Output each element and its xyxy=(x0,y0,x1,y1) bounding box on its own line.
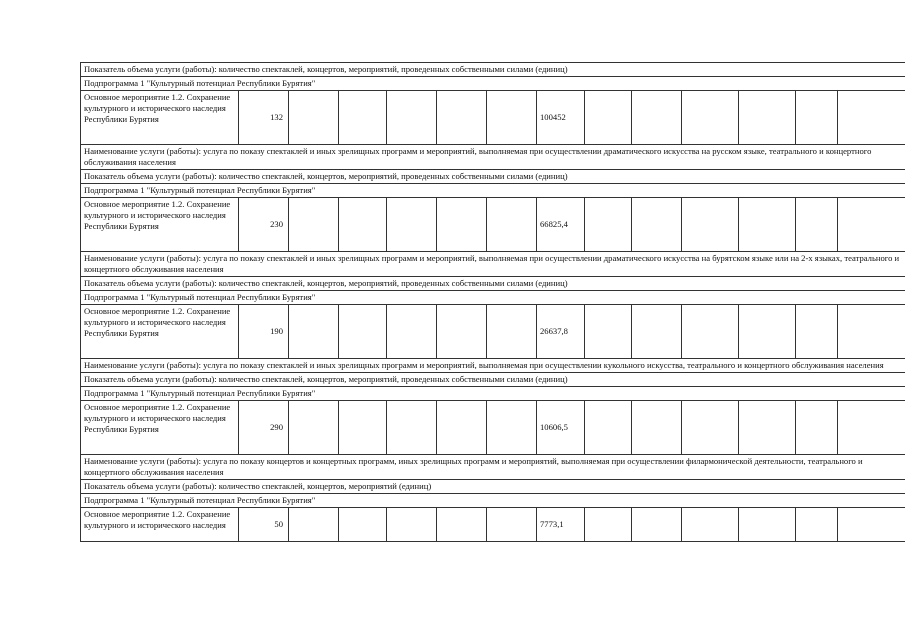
subprogram-title-row xyxy=(81,77,905,91)
service-name-row xyxy=(81,145,905,170)
indicator-value: 290 xyxy=(239,401,289,455)
empty-cell xyxy=(796,91,838,145)
empty-cell xyxy=(585,91,632,145)
subprogram-title: Подпрограмма 1 "Культурный потенциал Республики Бурятия" xyxy=(81,494,905,508)
empty-cell xyxy=(632,305,682,359)
empty-cell xyxy=(289,198,339,252)
volume-indicator-row xyxy=(81,373,905,387)
empty-cell xyxy=(437,401,487,455)
empty-cell xyxy=(387,401,437,455)
empty-cell xyxy=(796,305,838,359)
volume-indicator: Показатель объема услуги (работы): количество спектаклей, концертов, мероприятий, проведенных собственными силами (единиц) xyxy=(81,373,905,387)
empty-cell xyxy=(838,508,905,542)
service-name-row xyxy=(81,455,905,480)
empty-cell xyxy=(339,91,387,145)
indicator-value: 190 xyxy=(239,305,289,359)
empty-cell xyxy=(585,508,632,542)
services-table xyxy=(80,62,905,542)
cost-value: 10606,5 xyxy=(537,401,585,455)
empty-cell xyxy=(387,198,437,252)
empty-cell xyxy=(796,198,838,252)
table-row xyxy=(81,508,905,542)
table-body xyxy=(81,63,905,542)
empty-cell xyxy=(487,508,537,542)
subprogram-title: Подпрограмма 1 "Культурный потенциал Республики Бурятия" xyxy=(81,184,905,198)
empty-cell xyxy=(289,91,339,145)
volume-indicator: Показатель объема услуги (работы): количество спектаклей, концертов, мероприятий, проведенных собственными силами (единиц) xyxy=(81,170,905,184)
volume-indicator-row xyxy=(81,170,905,184)
empty-cell xyxy=(289,305,339,359)
empty-cell xyxy=(632,91,682,145)
table-row xyxy=(81,305,905,359)
table-row xyxy=(81,198,905,252)
empty-cell xyxy=(838,305,905,359)
empty-cell xyxy=(437,91,487,145)
empty-cell xyxy=(739,198,796,252)
empty-cell xyxy=(339,508,387,542)
service-name-row xyxy=(81,252,905,277)
empty-cell xyxy=(387,91,437,145)
cost-value: 66825,4 xyxy=(537,198,585,252)
activity-name: Основное мероприятие 1.2. Сохранение культурного и исторического наследия Республики Бурятия xyxy=(81,91,239,145)
empty-cell xyxy=(585,401,632,455)
empty-cell xyxy=(632,508,682,542)
table-row xyxy=(81,401,905,455)
empty-cell xyxy=(487,198,537,252)
activity-name: Основное мероприятие 1.2. Сохранение культурного и исторического наследия xyxy=(81,508,239,542)
empty-cell xyxy=(487,305,537,359)
empty-cell xyxy=(739,508,796,542)
subprogram-title-row xyxy=(81,184,905,198)
empty-cell xyxy=(632,401,682,455)
empty-cell xyxy=(387,508,437,542)
volume-indicator-row xyxy=(81,480,905,494)
empty-cell xyxy=(838,198,905,252)
empty-cell xyxy=(739,401,796,455)
empty-cell xyxy=(437,508,487,542)
cost-value: 26637,8 xyxy=(537,305,585,359)
empty-cell xyxy=(838,401,905,455)
empty-cell xyxy=(739,305,796,359)
empty-cell xyxy=(796,401,838,455)
empty-cell xyxy=(387,305,437,359)
service-name: Наименование услуги (работы): услуга по показу спектаклей и иных зрелищных программ и мероприятий, выполняемая при осуществлении драматического искусства на бурятском языке или на 2-х языках, театрального и концертного обслуживания населения xyxy=(81,252,905,277)
activity-name: Основное мероприятие 1.2. Сохранение культурного и исторического наследия Республики Бурятия xyxy=(81,401,239,455)
empty-cell xyxy=(339,305,387,359)
indicator-value: 50 xyxy=(239,508,289,542)
volume-indicator: Показатель объема услуги (работы): количество спектаклей, концертов, мероприятий (единиц) xyxy=(81,480,905,494)
subprogram-title: Подпрограмма 1 "Культурный потенциал Республики Бурятия" xyxy=(81,77,905,91)
empty-cell xyxy=(796,508,838,542)
subprogram-title: Подпрограмма 1 "Культурный потенциал Республики Бурятия" xyxy=(81,387,905,401)
service-name: Наименование услуги (работы): услуга по показу спектаклей и иных зрелищных программ и мероприятий, выполняемая при осуществлении драматического искусства на русском языке, театрального и концертного обслуживания населения xyxy=(81,145,905,170)
volume-indicator-row xyxy=(81,277,905,291)
indicator-value: 132 xyxy=(239,91,289,145)
empty-cell xyxy=(682,198,739,252)
cost-value: 100452 xyxy=(537,91,585,145)
volume-indicator-row xyxy=(81,63,905,77)
empty-cell xyxy=(585,198,632,252)
empty-cell xyxy=(437,305,487,359)
subprogram-title: Подпрограмма 1 "Культурный потенциал Республики Бурятия" xyxy=(81,291,905,305)
empty-cell xyxy=(289,508,339,542)
cost-value: 7773,1 xyxy=(537,508,585,542)
empty-cell xyxy=(682,91,739,145)
activity-name: Основное мероприятие 1.2. Сохранение культурного и исторического наследия Республики Бурятия xyxy=(81,198,239,252)
empty-cell xyxy=(682,305,739,359)
service-name: Наименование услуги (работы): услуга по показу спектаклей и иных зрелищных программ и мероприятий, выполняемая при осуществлении кукольного искусства, театрального и концертного обслуживания населения xyxy=(81,359,905,373)
empty-cell xyxy=(682,401,739,455)
empty-cell xyxy=(739,91,796,145)
empty-cell xyxy=(838,91,905,145)
empty-cell xyxy=(339,198,387,252)
empty-cell xyxy=(632,198,682,252)
subprogram-title-row xyxy=(81,387,905,401)
empty-cell xyxy=(437,198,487,252)
empty-cell xyxy=(487,401,537,455)
service-name-row xyxy=(81,359,905,373)
empty-cell xyxy=(339,401,387,455)
empty-cell xyxy=(682,508,739,542)
volume-indicator: Показатель объема услуги (работы): количество спектаклей, концертов, мероприятий, проведенных собственными силами (единиц) xyxy=(81,277,905,291)
empty-cell xyxy=(487,91,537,145)
empty-cell xyxy=(585,305,632,359)
activity-name: Основное мероприятие 1.2. Сохранение культурного и исторического наследия Республики Бурятия xyxy=(81,305,239,359)
service-name: Наименование услуги (работы): услуга по показу концертов и концертных программ, иных зрелищных программ и мероприятий, выполняемая при осуществлении филармонической деятельности, театрального и концертного обслуживания населения xyxy=(81,455,905,480)
subprogram-title-row xyxy=(81,291,905,305)
volume-indicator: Показатель объема услуги (работы): количество спектаклей, концертов, мероприятий, проведенных собственными силами (единиц) xyxy=(81,63,905,77)
empty-cell xyxy=(289,401,339,455)
subprogram-title-row xyxy=(81,494,905,508)
table-row xyxy=(81,91,905,145)
indicator-value: 230 xyxy=(239,198,289,252)
